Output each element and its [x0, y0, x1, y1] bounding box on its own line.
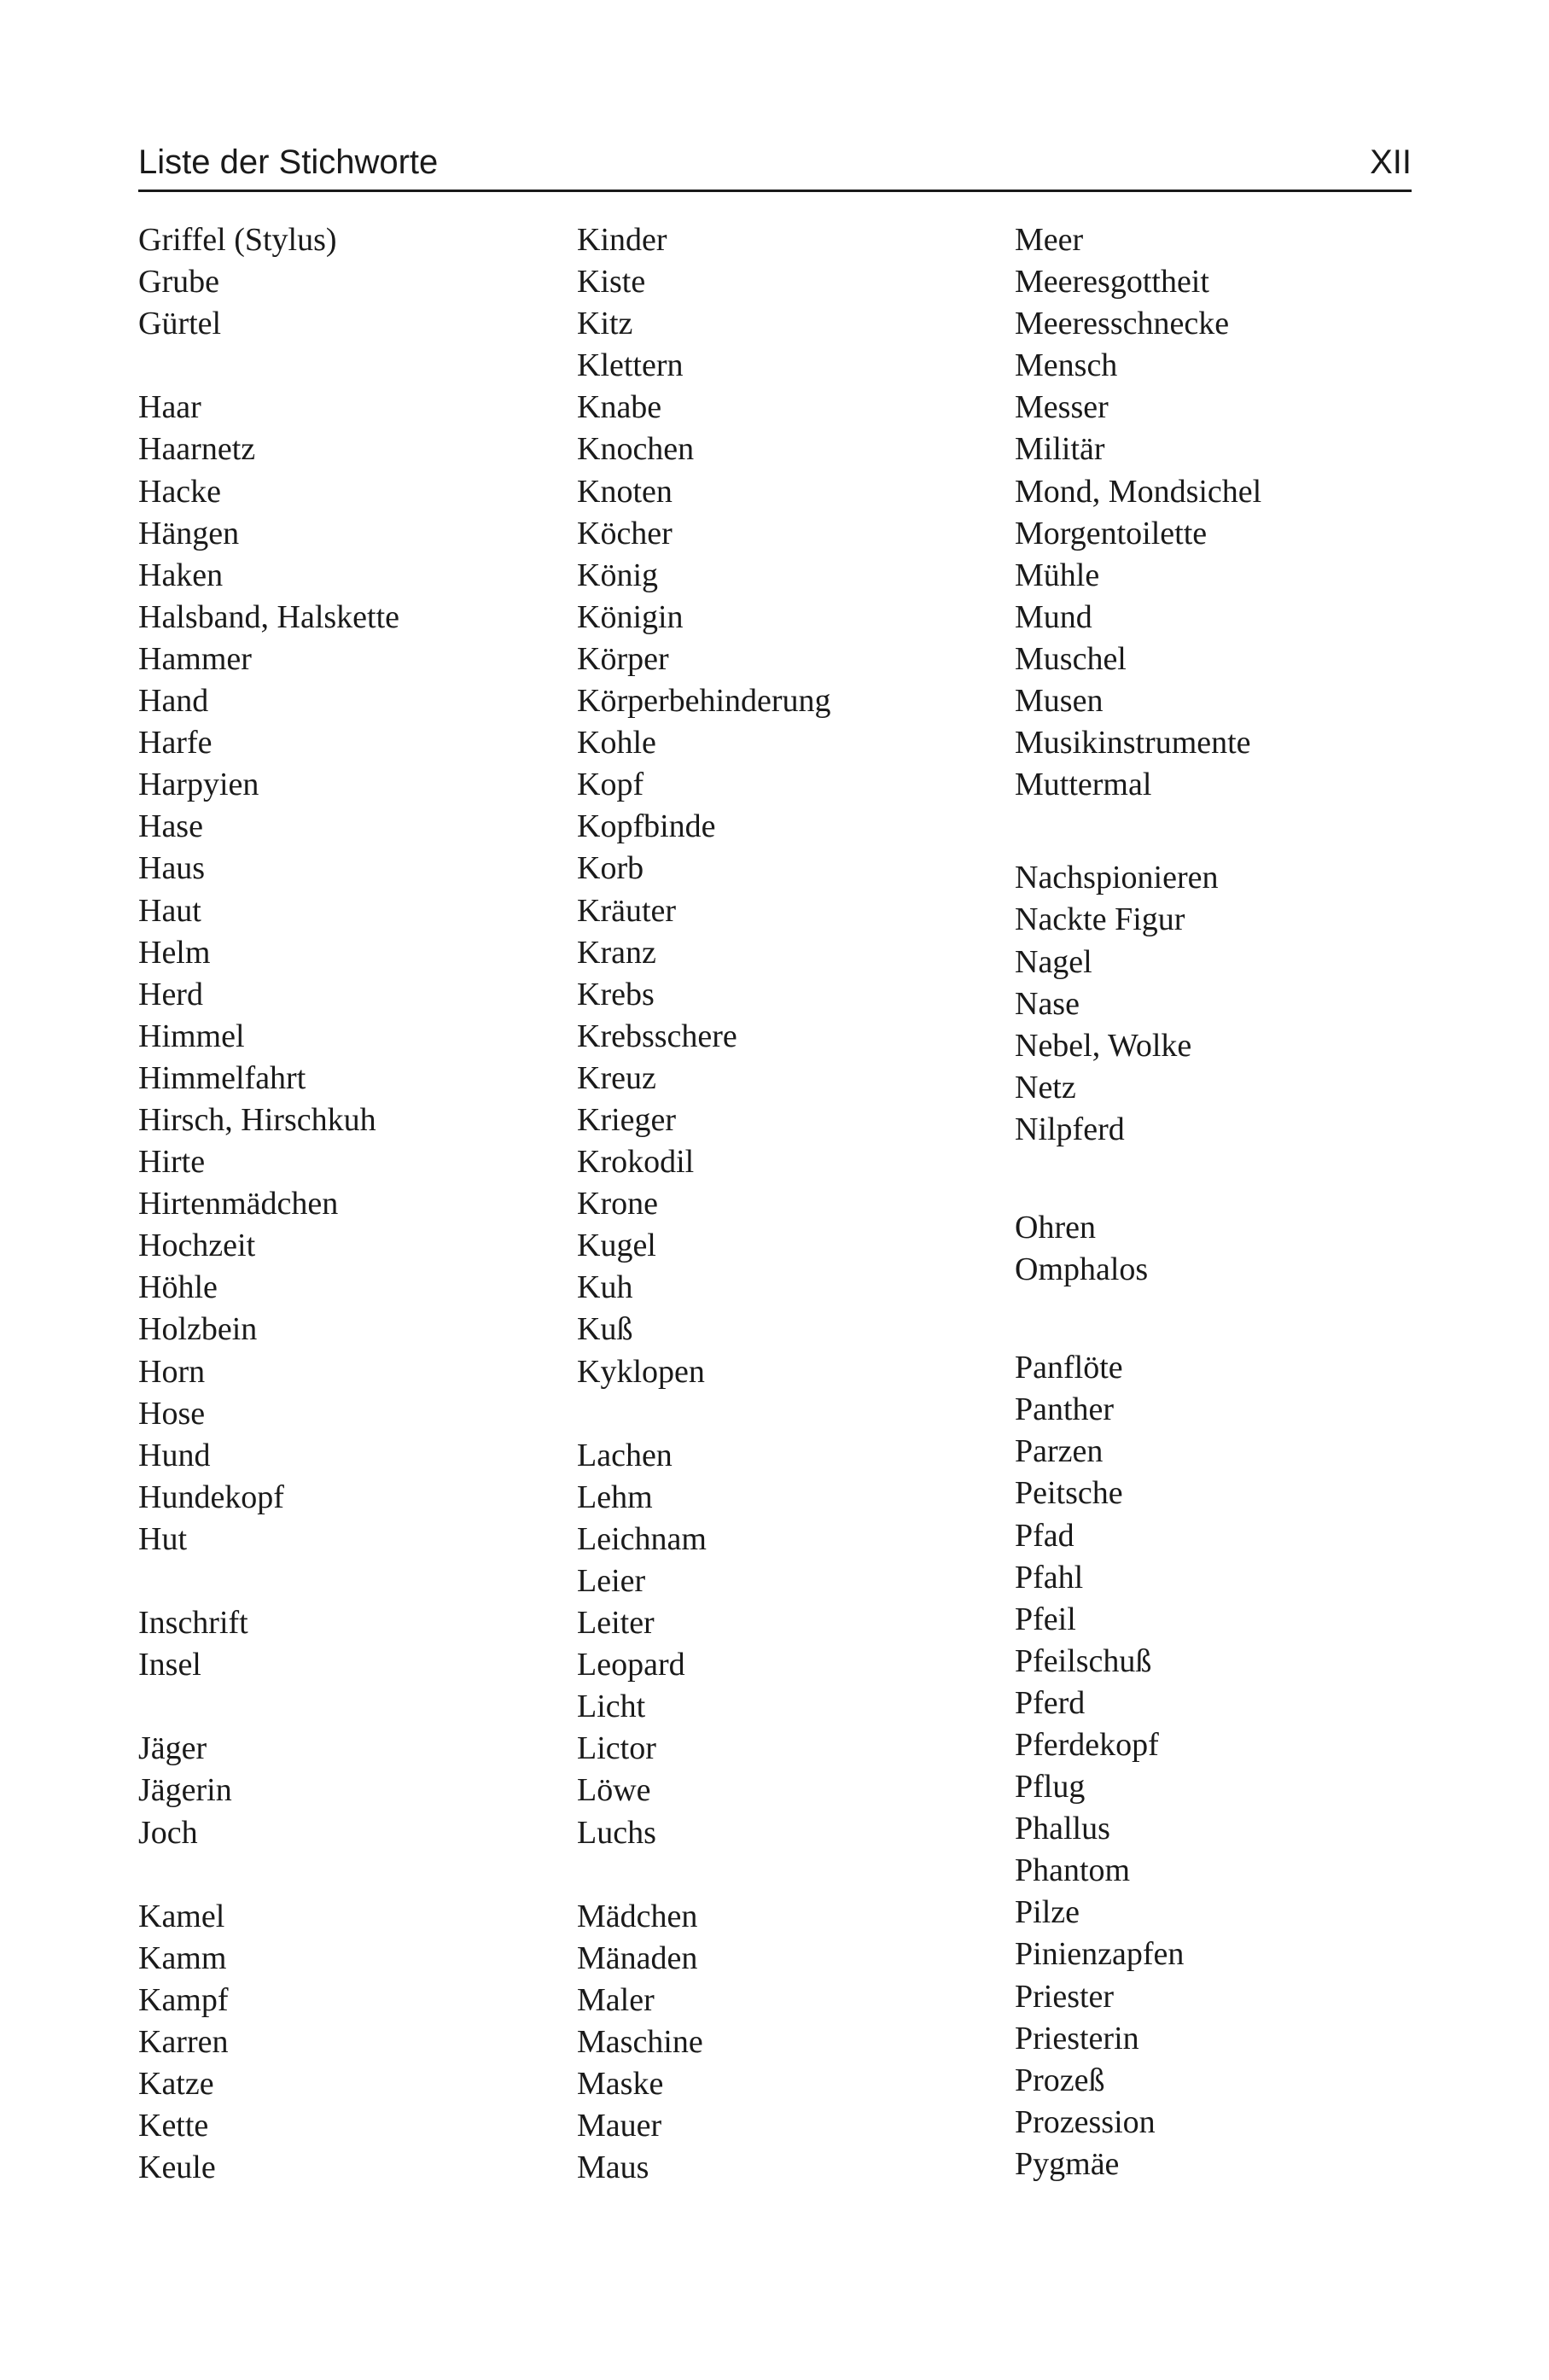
- keyword-entry: Pygmäe: [1015, 2145, 1120, 2182]
- keyword-entry: Peitsche: [1015, 1475, 1123, 1512]
- keyword-entry: Omphalos: [1015, 1251, 1149, 1288]
- keyword-entry: Haarnetz: [138, 431, 256, 468]
- keyword-entry: Kitz: [577, 306, 633, 342]
- keyword-entry: Griffel (Stylus): [138, 222, 337, 258]
- group-separator: [1015, 1151, 1261, 1207]
- keyword-group: [1015, 857, 1261, 1151]
- keyword-entry: Nagel: [1015, 943, 1092, 980]
- keyword-entry: Maschine: [577, 2024, 703, 2061]
- keyword-entry: Pfeil: [1015, 1601, 1076, 1637]
- keyword-entry: Morgentoilette: [1015, 515, 1208, 551]
- keyword-entry: Muschel: [1015, 640, 1127, 677]
- keyword-entry: Hängen: [138, 515, 240, 551]
- keyword-entry: Kuh: [577, 1269, 633, 1306]
- keyword-entry: Lictor: [577, 1730, 656, 1767]
- group-separator: [1015, 806, 1261, 857]
- keyword-entry: Karren: [138, 2024, 229, 2061]
- keyword-entry: Harfe: [138, 725, 213, 761]
- keyword-entry: Pilze: [1015, 1894, 1080, 1931]
- keyword-column-3: [1015, 219, 1261, 2185]
- keyword-entry: Krebsschere: [577, 1018, 737, 1054]
- keyword-entry: Knoten: [577, 473, 673, 510]
- keyword-entry: Pflug: [1015, 1769, 1086, 1805]
- keyword-entry: Krebs: [577, 976, 655, 1012]
- keyword-entry: Phantom: [1015, 1852, 1131, 1889]
- keyword-entry: Königin: [577, 598, 684, 635]
- keyword-entry: Prozession: [1015, 2103, 1156, 2140]
- keyword-entry: Maus: [577, 2150, 649, 2186]
- keyword-group: [138, 1602, 399, 1686]
- keyword-entry: Kohle: [577, 725, 656, 761]
- keyword-entry: Parzen: [1015, 1433, 1104, 1470]
- keyword-entry: Maler: [577, 1981, 655, 2018]
- keyword-entry: Himmelfahrt: [138, 1059, 306, 1096]
- group-separator: [138, 1686, 399, 1728]
- keyword-entry: Mädchen: [577, 1898, 698, 1934]
- keyword-entry: Knochen: [577, 431, 695, 468]
- group-separator: [138, 1854, 399, 1896]
- keyword-entry: Lehm: [577, 1479, 653, 1515]
- keyword-entry: Kampf: [138, 1981, 229, 2018]
- keyword-group: [577, 219, 831, 1393]
- keyword-entry: Harpyien: [138, 767, 259, 803]
- keyword-entry: Leichnam: [577, 1520, 707, 1557]
- keyword-entry: Hirsch, Hirschkuh: [138, 1101, 376, 1138]
- keyword-entry: Nebel, Wolke: [1015, 1027, 1192, 1064]
- keyword-entry: Hacke: [138, 473, 222, 510]
- keyword-entry: Kranz: [577, 934, 656, 971]
- page-number: XII: [1370, 143, 1412, 181]
- keyword-entry: Kräuter: [577, 892, 677, 929]
- keyword-entry: Krokodil: [577, 1144, 695, 1181]
- keyword-entry: Haut: [138, 892, 201, 929]
- group-separator: [138, 1560, 399, 1602]
- keyword-group: [577, 1435, 831, 1854]
- keyword-entry: Nachspionieren: [1015, 860, 1219, 896]
- keyword-group: [138, 387, 399, 1560]
- keyword-entry: Löwe: [577, 1772, 651, 1809]
- keyword-entry: Pferd: [1015, 1684, 1086, 1721]
- keyword-entry: Höhle: [138, 1269, 218, 1306]
- keyword-group: [138, 1728, 399, 1853]
- keyword-entry: Pinienzapfen: [1015, 1936, 1185, 1973]
- keyword-entry: Pfahl: [1015, 1559, 1084, 1595]
- keyword-entry: Kamel: [138, 1898, 225, 1934]
- keyword-entry: Hirte: [138, 1144, 206, 1181]
- keyword-entry: Ohren: [1015, 1209, 1096, 1245]
- keyword-entry: Prozeß: [1015, 2062, 1105, 2098]
- keyword-entry: Mund: [1015, 598, 1092, 635]
- keyword-entry: Pfad: [1015, 1517, 1074, 1554]
- keyword-entry: Panther: [1015, 1391, 1115, 1428]
- keyword-entry: Maske: [577, 2066, 664, 2103]
- keyword-entry: Keule: [138, 2150, 216, 2186]
- keyword-entry: Muttermal: [1015, 767, 1152, 803]
- group-separator: [138, 345, 399, 387]
- keyword-group: [1015, 1347, 1261, 2185]
- keyword-entry: Joch: [138, 1814, 198, 1851]
- keyword-entry: Insel: [138, 1647, 201, 1683]
- keyword-entry: Hund: [138, 1437, 211, 1473]
- keyword-entry: Licht: [577, 1689, 646, 1725]
- keyword-entry: Himmel: [138, 1018, 245, 1054]
- keyword-entry: Mauer: [577, 2108, 662, 2144]
- keyword-entry: Mensch: [1015, 347, 1118, 384]
- keyword-column-2: [577, 219, 831, 2189]
- group-separator: [577, 1854, 831, 1896]
- keyword-entry: Leiter: [577, 1605, 655, 1642]
- keyword-entry: Panflöte: [1015, 1350, 1123, 1386]
- keyword-entry: Mühle: [1015, 557, 1100, 593]
- keyword-entry: Hose: [138, 1395, 206, 1432]
- keyword-entry: Horn: [138, 1353, 206, 1390]
- keyword-entry: Kopf: [577, 767, 644, 803]
- keyword-entry: Haus: [138, 850, 206, 887]
- keyword-entry: Kiste: [577, 264, 646, 300]
- keyword-entry: Hand: [138, 683, 209, 720]
- keyword-entry: Phallus: [1015, 1811, 1110, 1847]
- keyword-entry: Hirtenmädchen: [138, 1186, 339, 1222]
- keyword-entry: Luchs: [577, 1814, 656, 1851]
- keyword-entry: Leier: [577, 1563, 646, 1599]
- keyword-entry: Nackte Figur: [1015, 901, 1185, 938]
- keyword-entry: Mänaden: [577, 1940, 698, 1976]
- keyword-entry: Kuß: [577, 1311, 633, 1348]
- keyword-entry: Leopard: [577, 1647, 685, 1683]
- keyword-entry: Meeresgottheit: [1015, 264, 1209, 300]
- keyword-entry: Körperbehinderung: [577, 683, 831, 720]
- keyword-entry: Köcher: [577, 515, 673, 551]
- keyword-entry: Pferdekopf: [1015, 1727, 1159, 1763]
- keyword-entry: Herd: [138, 976, 203, 1012]
- keyword-entry: König: [577, 557, 658, 593]
- keyword-entry: Gürtel: [138, 306, 222, 342]
- keyword-entry: Hundekopf: [138, 1479, 284, 1515]
- page-title: Liste der Stichworte: [138, 143, 439, 181]
- keyword-entry: Korb: [577, 850, 644, 887]
- page-header: [138, 138, 1412, 192]
- keyword-entry: Körper: [577, 640, 669, 677]
- keyword-entry: Priester: [1015, 1978, 1115, 2015]
- keyword-entry: Priesterin: [1015, 2020, 1139, 2056]
- keyword-entry: Klettern: [577, 347, 684, 384]
- keyword-entry: Netz: [1015, 1069, 1076, 1105]
- keyword-group: [1015, 1207, 1261, 1291]
- keyword-entry: Musikinstrumente: [1015, 725, 1251, 761]
- keyword-entry: Lachen: [577, 1437, 673, 1473]
- keyword-entry: Jäger: [138, 1730, 207, 1767]
- keyword-entry: Kugel: [577, 1228, 656, 1264]
- keyword-entry: Meer: [1015, 222, 1084, 258]
- keyword-group: [138, 1896, 399, 2190]
- keyword-entry: Haken: [138, 557, 224, 593]
- keyword-entry: Kopfbinde: [577, 808, 716, 845]
- keyword-entry: Hochzeit: [138, 1228, 256, 1264]
- keyword-entry: Hase: [138, 808, 203, 845]
- keyword-entry: Pfeilschuß: [1015, 1642, 1152, 1679]
- keyword-entry: Helm: [138, 934, 211, 971]
- keyword-entry: Krieger: [577, 1101, 677, 1138]
- keyword-entry: Kinder: [577, 222, 667, 258]
- keyword-entry: Musen: [1015, 683, 1104, 720]
- keyword-entry: Hut: [138, 1520, 187, 1557]
- keyword-entry: Krone: [577, 1186, 658, 1222]
- keyword-entry: Knabe: [577, 389, 662, 426]
- keyword-entry: Hammer: [138, 640, 252, 677]
- keyword-entry: Jägerin: [138, 1772, 232, 1809]
- keyword-entry: Grube: [138, 264, 219, 300]
- keyword-entry: Nase: [1015, 985, 1080, 1022]
- keyword-group: [138, 219, 399, 345]
- keyword-entry: Mond, Mondsichel: [1015, 473, 1262, 510]
- keyword-entry: Inschrift: [138, 1605, 248, 1642]
- keyword-entry: Kamm: [138, 1940, 227, 1976]
- keyword-entry: Kyklopen: [577, 1353, 705, 1390]
- keyword-entry: Haar: [138, 389, 201, 426]
- keyword-group: [577, 1896, 831, 2190]
- keyword-entry: Militär: [1015, 431, 1105, 468]
- keyword-group: [1015, 219, 1261, 806]
- keyword-entry: Nilpferd: [1015, 1111, 1125, 1147]
- keyword-entry: Meeresschnecke: [1015, 306, 1230, 342]
- keyword-entry: Halsband, Halskette: [138, 598, 400, 635]
- keyword-entry: Kette: [138, 2108, 209, 2144]
- keyword-entry: Katze: [138, 2066, 214, 2103]
- group-separator: [577, 1393, 831, 1435]
- group-separator: [1015, 1291, 1261, 1347]
- keyword-column-1: [138, 219, 399, 2189]
- keyword-entry: Holzbein: [138, 1311, 258, 1348]
- keyword-entry: Kreuz: [577, 1059, 656, 1096]
- keyword-entry: Messer: [1015, 389, 1109, 426]
